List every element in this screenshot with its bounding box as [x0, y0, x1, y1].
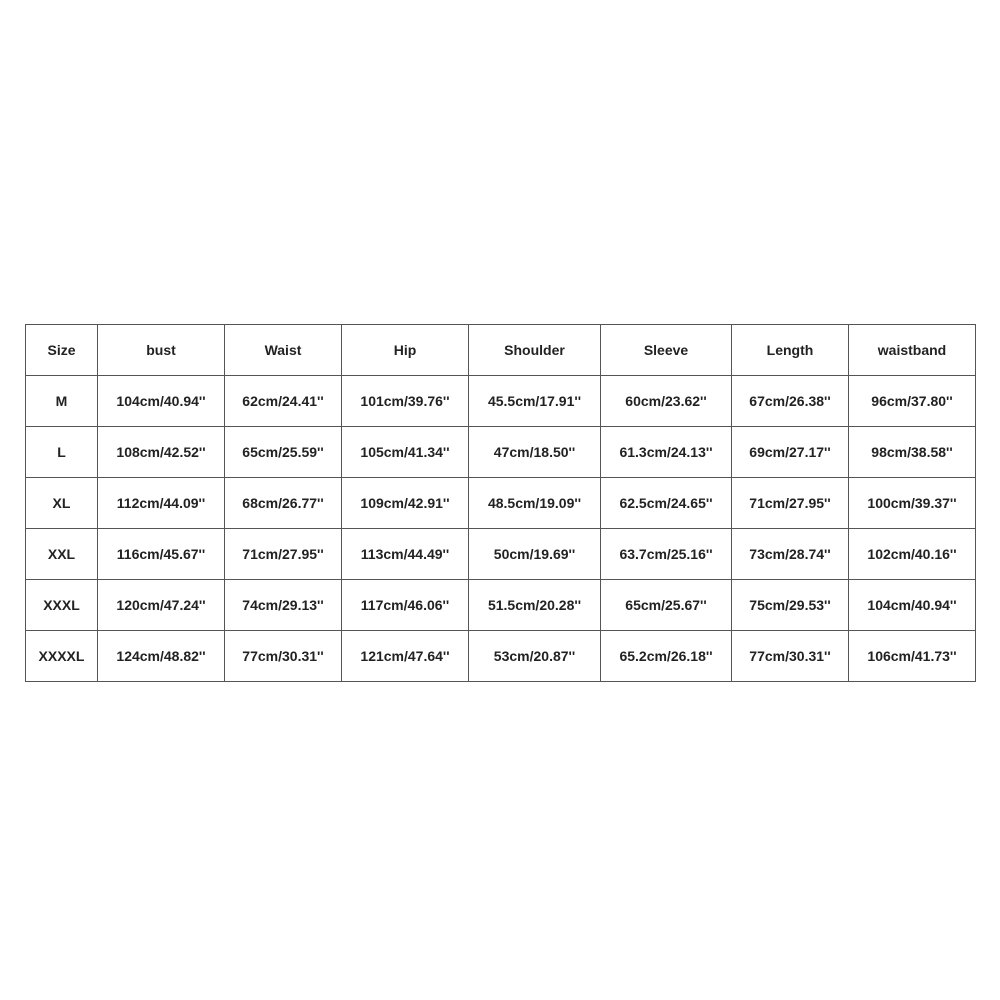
header-size: Size [26, 325, 98, 376]
size-chart-table [25, 324, 976, 682]
cell-waist: 68cm/26.77'' [225, 478, 342, 529]
header-hip: Hip [342, 325, 469, 376]
cell-waist: 65cm/25.59'' [225, 427, 342, 478]
cell-hip: 101cm/39.76'' [342, 376, 469, 427]
header-shoulder: Shoulder [469, 325, 601, 376]
cell-shoulder: 47cm/18.50'' [469, 427, 601, 478]
cell-sleeve: 61.3cm/24.13'' [601, 427, 732, 478]
header-waist: Waist [225, 325, 342, 376]
table-row [26, 376, 976, 427]
cell-sleeve: 62.5cm/24.65'' [601, 478, 732, 529]
cell-waistband: 100cm/39.37'' [849, 478, 976, 529]
cell-size: XXXL [26, 580, 98, 631]
cell-size: L [26, 427, 98, 478]
cell-bust: 108cm/42.52'' [98, 427, 225, 478]
table-row [26, 580, 976, 631]
cell-length: 75cm/29.53'' [732, 580, 849, 631]
cell-bust: 116cm/45.67'' [98, 529, 225, 580]
cell-waistband: 102cm/40.16'' [849, 529, 976, 580]
header-length: Length [732, 325, 849, 376]
cell-bust: 112cm/44.09'' [98, 478, 225, 529]
cell-sleeve: 65.2cm/26.18'' [601, 631, 732, 682]
cell-size: XXL [26, 529, 98, 580]
cell-waistband: 96cm/37.80'' [849, 376, 976, 427]
table-row [26, 631, 976, 682]
cell-waist: 71cm/27.95'' [225, 529, 342, 580]
cell-shoulder: 45.5cm/17.91'' [469, 376, 601, 427]
cell-length: 71cm/27.95'' [732, 478, 849, 529]
cell-bust: 104cm/40.94'' [98, 376, 225, 427]
cell-hip: 105cm/41.34'' [342, 427, 469, 478]
cell-sleeve: 65cm/25.67'' [601, 580, 732, 631]
table-row [26, 529, 976, 580]
cell-waistband: 104cm/40.94'' [849, 580, 976, 631]
cell-hip: 117cm/46.06'' [342, 580, 469, 631]
header-bust: bust [98, 325, 225, 376]
cell-size: M [26, 376, 98, 427]
cell-size: XL [26, 478, 98, 529]
cell-length: 73cm/28.74'' [732, 529, 849, 580]
cell-length: 77cm/30.31'' [732, 631, 849, 682]
cell-sleeve: 63.7cm/25.16'' [601, 529, 732, 580]
cell-shoulder: 48.5cm/19.09'' [469, 478, 601, 529]
cell-hip: 121cm/47.64'' [342, 631, 469, 682]
cell-size: XXXXL [26, 631, 98, 682]
cell-hip: 113cm/44.49'' [342, 529, 469, 580]
table-row [26, 427, 976, 478]
cell-shoulder: 53cm/20.87'' [469, 631, 601, 682]
cell-hip: 109cm/42.91'' [342, 478, 469, 529]
cell-shoulder: 50cm/19.69'' [469, 529, 601, 580]
cell-bust: 120cm/47.24'' [98, 580, 225, 631]
cell-length: 67cm/26.38'' [732, 376, 849, 427]
cell-length: 69cm/27.17'' [732, 427, 849, 478]
header-waistband: waistband [849, 325, 976, 376]
cell-waist: 62cm/24.41'' [225, 376, 342, 427]
cell-bust: 124cm/48.82'' [98, 631, 225, 682]
cell-waist: 74cm/29.13'' [225, 580, 342, 631]
cell-waist: 77cm/30.31'' [225, 631, 342, 682]
header-row [26, 325, 976, 376]
cell-waistband: 106cm/41.73'' [849, 631, 976, 682]
cell-sleeve: 60cm/23.62'' [601, 376, 732, 427]
cell-shoulder: 51.5cm/20.28'' [469, 580, 601, 631]
header-sleeve: Sleeve [601, 325, 732, 376]
table-row [26, 478, 976, 529]
cell-waistband: 98cm/38.58'' [849, 427, 976, 478]
